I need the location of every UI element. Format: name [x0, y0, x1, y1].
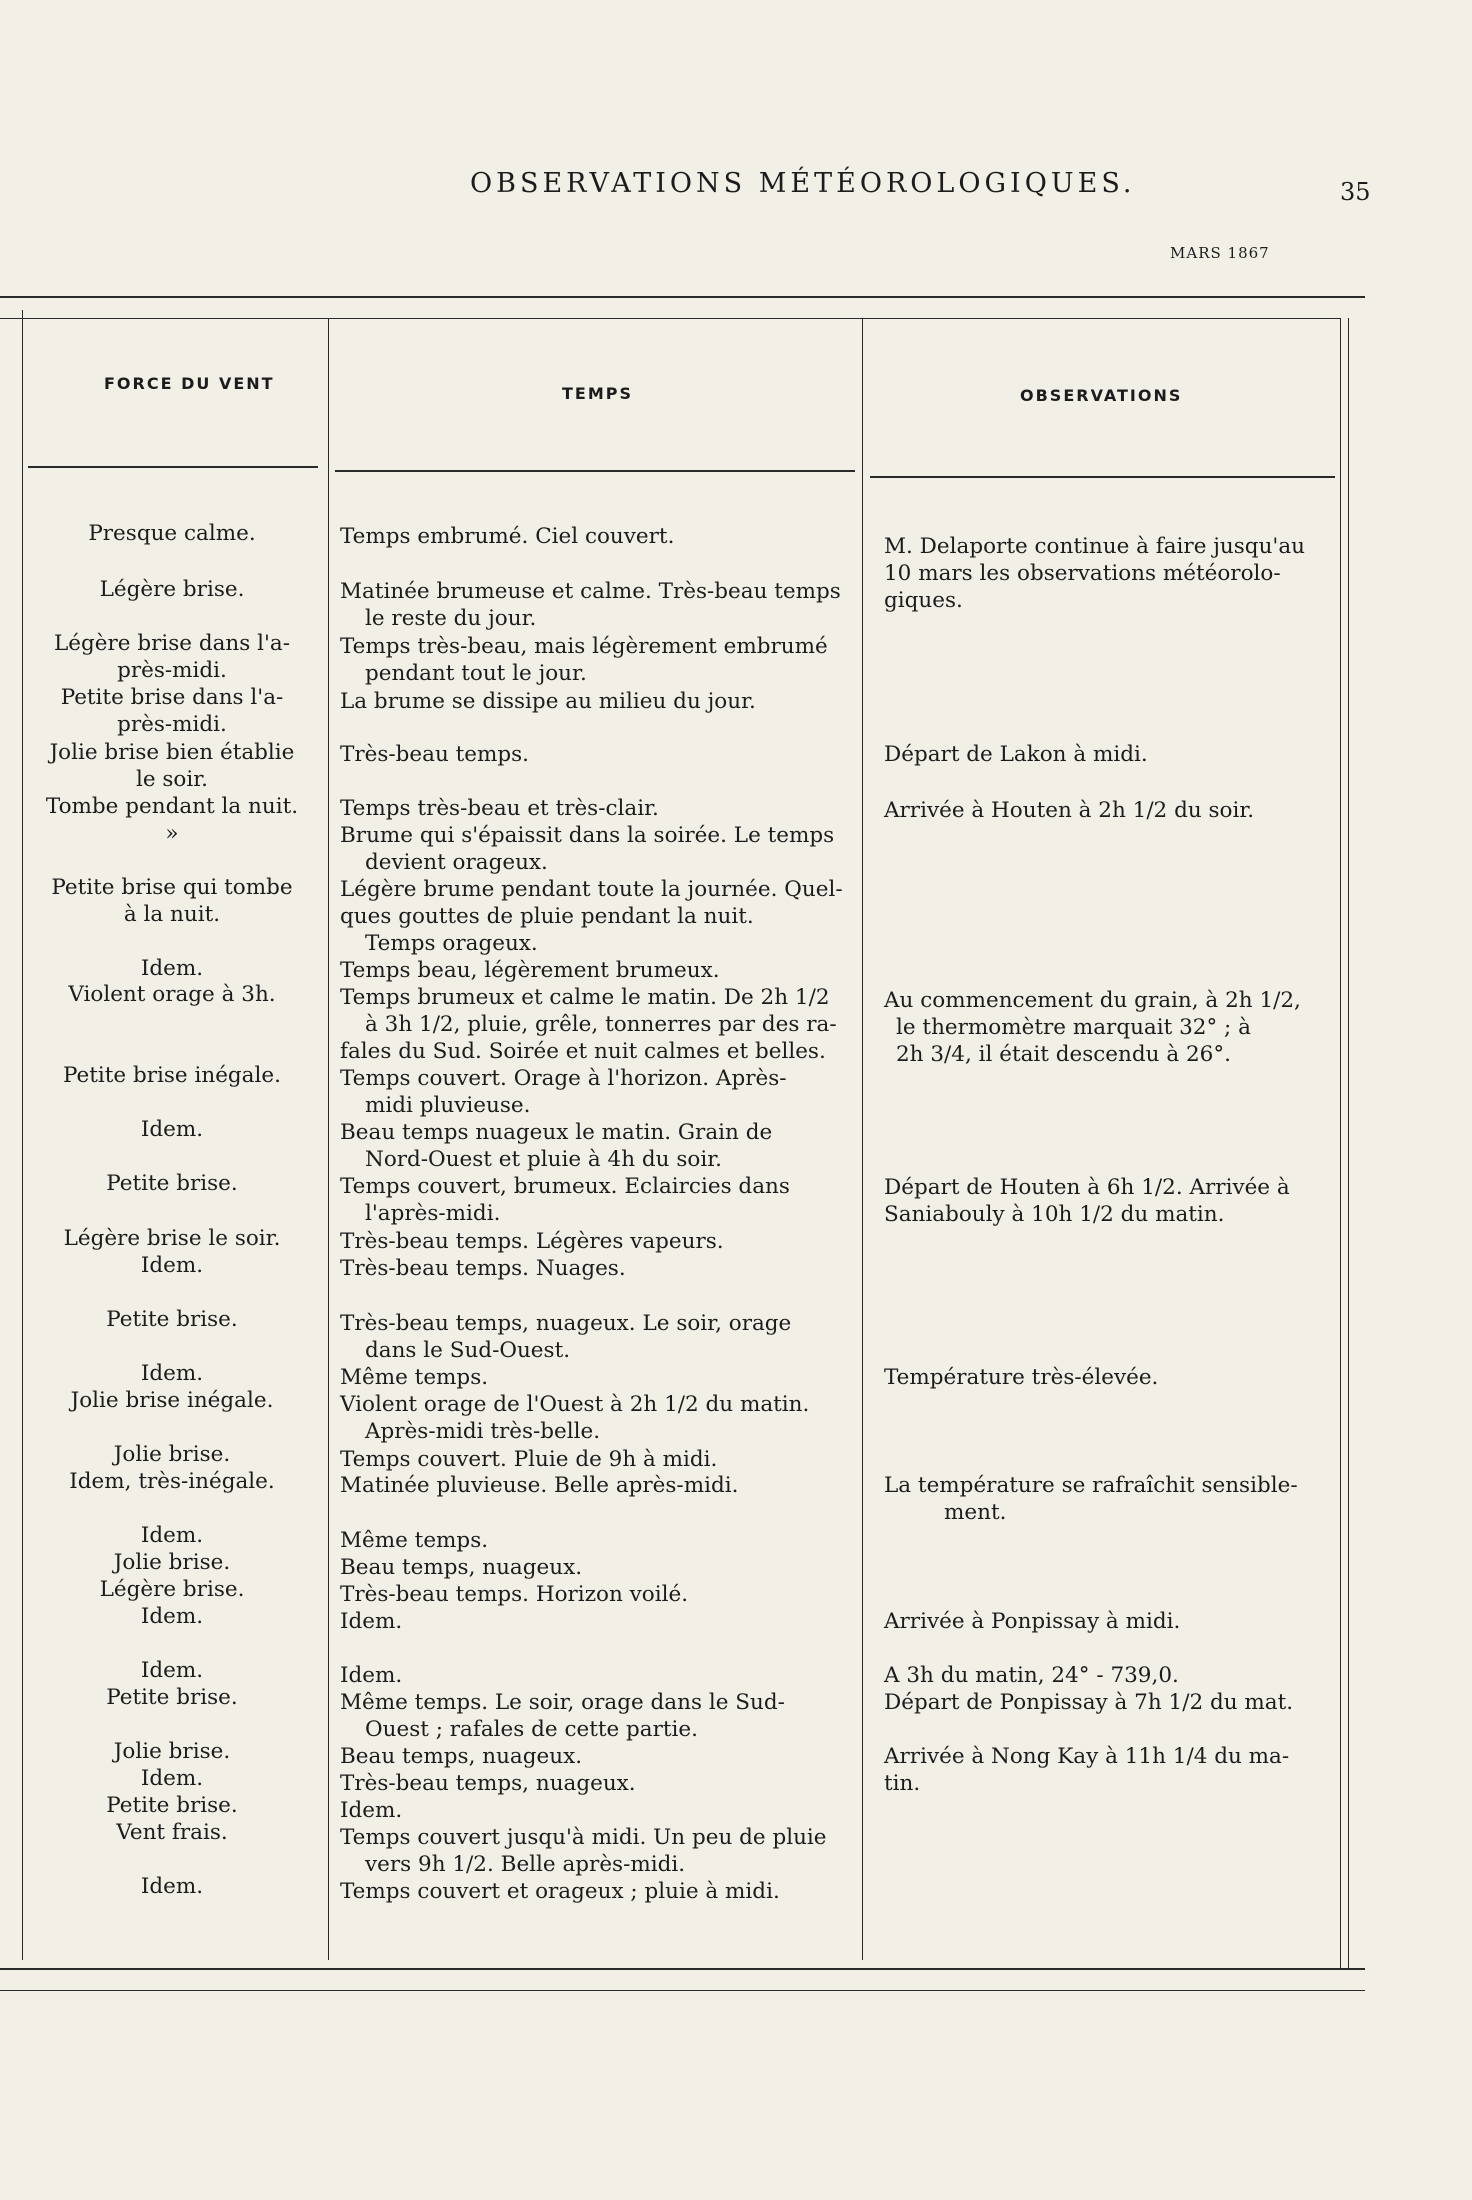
- obs-line: Arrivée à Nong Kay à 11h 1/4 du ma-: [884, 1744, 1290, 1769]
- obs-entry: [884, 741, 1324, 768]
- force-entry: [22, 1306, 322, 1333]
- obs-line: ment.: [944, 1500, 1007, 1525]
- temps-line: Temps brumeux et calme le matin. De 2h 1/2: [340, 985, 830, 1010]
- force-entry: [22, 576, 322, 603]
- temps-entry: [340, 876, 860, 957]
- col-divider-1: [328, 318, 329, 1960]
- obs-entry: [884, 1662, 1324, 1689]
- temps-line: Beau temps nuageux le matin. Grain de: [340, 1120, 773, 1145]
- temps-line: Idem.: [340, 1609, 403, 1634]
- force-line: Jolie brise.: [113, 1442, 231, 1467]
- force-line: Jolie brise.: [113, 1550, 231, 1575]
- obs-line: 10 mars les observations météorolo-: [884, 561, 1281, 586]
- temps-entry: [340, 1689, 860, 1743]
- temps-line: Nord-Ouest et pluie à 4h du soir.: [365, 1147, 722, 1172]
- obs-entry: [884, 533, 1324, 614]
- force-entry: [22, 820, 322, 847]
- temps-line: à 3h 1/2, pluie, grêle, tonnerres par des ra-: [365, 1012, 837, 1037]
- temps-entry: [340, 523, 860, 550]
- temps-line: Temps très-beau, mais légèrement embrumé: [340, 634, 828, 659]
- force-line: Petite brise dans l'a-: [60, 685, 284, 710]
- obs-line: tin.: [884, 1771, 921, 1796]
- temps-entry: [340, 1446, 860, 1473]
- top-rule: [0, 296, 1365, 298]
- force-line: Petite brise.: [106, 1793, 238, 1818]
- force-line: Idem.: [140, 956, 204, 981]
- obs-line: Au commencement du grain, à 2h 1/2,: [884, 988, 1301, 1013]
- force-line: à la nuit.: [123, 902, 221, 927]
- obs-entry: [884, 797, 1324, 824]
- force-line: Petite brise qui tombe: [51, 875, 293, 900]
- force-line: Petite brise.: [106, 1685, 238, 1710]
- temps-line: Temps couvert. Orage à l'horizon. Après-: [340, 1066, 787, 1091]
- force-line: Idem.: [140, 1117, 204, 1142]
- temps-entry: [340, 1391, 860, 1445]
- force-line: Idem, très-inégale.: [69, 1469, 275, 1494]
- top-rule-inner: [0, 318, 1340, 319]
- temps-line: Temps embrumé. Ciel couvert.: [340, 524, 675, 549]
- temps-line: Brume qui s'épaissit dans la soirée. Le temps: [340, 823, 835, 848]
- temps-entry: [340, 822, 860, 876]
- force-entry: [22, 520, 322, 547]
- head-underline-2: [335, 470, 855, 472]
- obs-line: Départ de Houten à 6h 1/2. Arrivée à: [884, 1175, 1290, 1200]
- force-line: Jolie brise inégale.: [70, 1388, 274, 1413]
- force-entry: [22, 1792, 322, 1819]
- bottom-rule-2: [0, 1990, 1365, 1991]
- obs-line: Arrivée à Houten à 2h 1/2 du soir.: [884, 798, 1255, 823]
- temps-line: Très-beau temps. Horizon voilé.: [340, 1582, 689, 1607]
- temps-line: Ouest ; rafales de cette partie.: [365, 1717, 698, 1742]
- force-entry: [22, 630, 322, 684]
- force-entry: [22, 1873, 322, 1900]
- force-line: »: [165, 821, 179, 846]
- temps-line: Idem.: [340, 1663, 403, 1688]
- obs-line: 2h 3/4, il était descendu à 26°.: [896, 1042, 1231, 1067]
- force-line: Légère brise le soir.: [63, 1226, 281, 1251]
- right-border-outer: [1348, 318, 1349, 1968]
- force-line: Idem.: [140, 1604, 204, 1629]
- temps-entry: [340, 1743, 860, 1770]
- force-entry: [22, 874, 322, 928]
- obs-line: A 3h du matin, 24° - 739,0.: [884, 1663, 1179, 1688]
- force-line: Vent frais.: [116, 1820, 228, 1845]
- temps-entry: [340, 1228, 860, 1255]
- temps-line: Même temps.: [340, 1365, 489, 1390]
- temps-entry: [340, 633, 860, 687]
- temps-line: Très-beau temps, nuageux.: [340, 1771, 636, 1796]
- temps-line: l'après-midi.: [365, 1201, 501, 1226]
- temps-entry: [340, 1527, 860, 1554]
- force-line: Petite brise inégale.: [63, 1063, 281, 1088]
- temps-entry: [340, 1472, 860, 1499]
- temps-line: Beau temps, nuageux.: [340, 1555, 583, 1580]
- obs-line: M. Delaporte continue à faire jusqu'au: [884, 534, 1305, 559]
- obs-entry: [884, 1689, 1324, 1716]
- temps-entry: [340, 1662, 860, 1689]
- force-line: Violent orage à 3h.: [68, 982, 276, 1007]
- force-entry: [22, 1116, 322, 1143]
- force-line: Idem.: [140, 1766, 204, 1791]
- temps-line: Après-midi très-belle.: [365, 1419, 601, 1444]
- temps-line: Matinée brumeuse et calme. Très-beau temps: [340, 579, 841, 604]
- force-entry: [22, 1522, 322, 1549]
- temps-line: Temps orageux.: [365, 931, 538, 956]
- col-divider-2: [862, 318, 863, 1960]
- force-entry: [22, 1062, 322, 1089]
- temps-line: pendant tout le jour.: [365, 661, 587, 686]
- force-entry: [22, 1738, 322, 1765]
- force-entry: [22, 1819, 322, 1846]
- force-line: Légère brise.: [99, 1577, 245, 1602]
- temps-entry: [340, 1255, 860, 1282]
- bottom-rule: [0, 1968, 1365, 1970]
- force-line: près-midi.: [117, 712, 227, 737]
- force-entry: [22, 1170, 322, 1197]
- temps-line: Légère brume pendant toute la journée. Quel-: [340, 877, 843, 902]
- temps-line: Très-beau temps.: [340, 742, 530, 767]
- force-entry: [22, 684, 322, 738]
- obs-entry: [884, 1608, 1324, 1635]
- force-line: Petite brise.: [106, 1307, 238, 1332]
- force-entry: [22, 1441, 322, 1468]
- force-entry: [22, 1387, 322, 1414]
- temps-line: Matinée pluvieuse. Belle après-midi.: [340, 1473, 739, 1498]
- temps-line: fales du Sud. Soirée et nuit calmes et belles.: [340, 1039, 826, 1064]
- force-entry: [22, 739, 322, 793]
- force-line: Presque calme.: [88, 521, 256, 546]
- force-entry: [22, 1765, 322, 1792]
- obs-entry: [884, 1472, 1324, 1526]
- force-entry: [22, 1360, 322, 1387]
- temps-line: le reste du jour.: [365, 606, 537, 631]
- temps-line: Temps couvert et orageux ; pluie à midi.: [340, 1879, 780, 1904]
- head-underline-1: [28, 466, 318, 468]
- force-entry: [22, 1576, 322, 1603]
- temps-entry: [340, 1581, 860, 1608]
- column-header-observations: OBSERVATIONS: [1020, 386, 1183, 405]
- temps-entry: [340, 795, 860, 822]
- temps-line: Beau temps, nuageux.: [340, 1744, 583, 1769]
- force-line: Tombe pendant la nuit.: [45, 794, 299, 819]
- force-line: Légère brise.: [99, 577, 245, 602]
- temps-line: Très-beau temps. Nuages.: [340, 1256, 626, 1281]
- temps-entry: [340, 1173, 860, 1227]
- force-line: près-midi.: [117, 658, 227, 683]
- column-header-force: FORCE DU VENT: [104, 374, 275, 393]
- obs-line: giques.: [884, 588, 963, 613]
- force-line: Idem.: [140, 1361, 204, 1386]
- temps-line: ques gouttes de pluie pendant la nuit.: [340, 904, 754, 929]
- temps-line: Temps couvert, brumeux. Eclaircies dans: [340, 1174, 790, 1199]
- force-line: Idem.: [140, 1658, 204, 1683]
- force-entry: [22, 793, 322, 820]
- temps-line: Même temps. Le soir, orage dans le Sud-: [340, 1690, 785, 1715]
- temps-line: La brume se dissipe au milieu du jour.: [340, 689, 756, 714]
- month-label: MARS 1867: [1170, 244, 1270, 262]
- force-entry: [22, 1225, 322, 1252]
- temps-line: Temps couvert. Pluie de 9h à midi.: [340, 1447, 718, 1472]
- temps-entry: [340, 957, 860, 984]
- force-entry: [22, 1603, 322, 1630]
- force-line: Idem.: [140, 1523, 204, 1548]
- temps-line: Violent orage de l'Ouest à 2h 1/2 du matin.: [340, 1392, 810, 1417]
- force-entry: [22, 1684, 322, 1711]
- force-entry: [22, 1252, 322, 1279]
- temps-line: midi pluvieuse.: [365, 1093, 531, 1118]
- obs-entry: [884, 1743, 1324, 1797]
- temps-entry: [340, 578, 860, 632]
- force-entry: [22, 1549, 322, 1576]
- force-entry: [22, 1468, 322, 1495]
- right-border: [1340, 318, 1341, 1968]
- obs-entry: [884, 1364, 1324, 1391]
- force-line: Idem.: [140, 1874, 204, 1899]
- temps-entry: [340, 984, 860, 1065]
- temps-entry: [340, 1310, 860, 1364]
- force-line: Légère brise dans l'a-: [54, 631, 290, 656]
- obs-entry: [884, 987, 1324, 1068]
- temps-entry: [340, 1770, 860, 1797]
- obs-line: La température se rafraîchit sensible-: [884, 1473, 1298, 1498]
- obs-line: Départ de Lakon à midi.: [884, 742, 1148, 767]
- temps-entry: [340, 1797, 860, 1824]
- temps-line: devient orageux.: [365, 850, 548, 875]
- temps-entry: [340, 1065, 860, 1119]
- force-entry: [22, 1657, 322, 1684]
- obs-line: Température très-élevée.: [884, 1365, 1159, 1390]
- obs-entry: [884, 1174, 1324, 1228]
- head-underline-3: [870, 476, 1335, 478]
- temps-line: Même temps.: [340, 1528, 489, 1553]
- force-line: Petite brise.: [106, 1171, 238, 1196]
- temps-entry: [340, 741, 860, 768]
- column-header-temps: TEMPS: [562, 384, 634, 403]
- force-line: Jolie brise.: [113, 1739, 231, 1764]
- temps-entry: [340, 1119, 860, 1173]
- temps-entry: [340, 1554, 860, 1581]
- obs-line: Départ de Ponpissay à 7h 1/2 du mat.: [884, 1690, 1294, 1715]
- obs-line: le thermomètre marquait 32° ; à: [896, 1015, 1251, 1040]
- force-line: Jolie brise bien établie: [49, 740, 295, 765]
- obs-line: Arrivée à Ponpissay à midi.: [884, 1609, 1181, 1634]
- temps-line: Très-beau temps, nuageux. Le soir, orage: [340, 1311, 792, 1336]
- temps-line: Temps couvert jusqu'à midi. Un peu de pluie: [340, 1825, 827, 1850]
- force-entry: [22, 955, 322, 982]
- temps-entry: [340, 1364, 860, 1391]
- temps-line: dans le Sud-Ouest.: [365, 1338, 571, 1363]
- temps-line: Très-beau temps. Légères vapeurs.: [340, 1229, 724, 1254]
- force-line: le soir.: [135, 767, 209, 792]
- force-entry: [22, 981, 322, 1008]
- temps-line: Temps beau, légèrement brumeux.: [340, 958, 720, 983]
- obs-line: Saniabouly à 10h 1/2 du matin.: [884, 1202, 1225, 1227]
- temps-entry: [340, 1878, 860, 1905]
- temps-entry: [340, 688, 860, 715]
- temps-line: Idem.: [340, 1798, 403, 1823]
- page-number: 35: [1340, 178, 1371, 206]
- temps-line: Temps très-beau et très-clair.: [340, 796, 659, 821]
- temps-line: vers 9h 1/2. Belle après-midi.: [365, 1852, 686, 1877]
- temps-entry: [340, 1824, 860, 1878]
- temps-entry: [340, 1608, 860, 1635]
- page-title: OBSERVATIONS MÉTÉOROLOGIQUES.: [470, 168, 1136, 199]
- force-line: Idem.: [140, 1253, 204, 1278]
